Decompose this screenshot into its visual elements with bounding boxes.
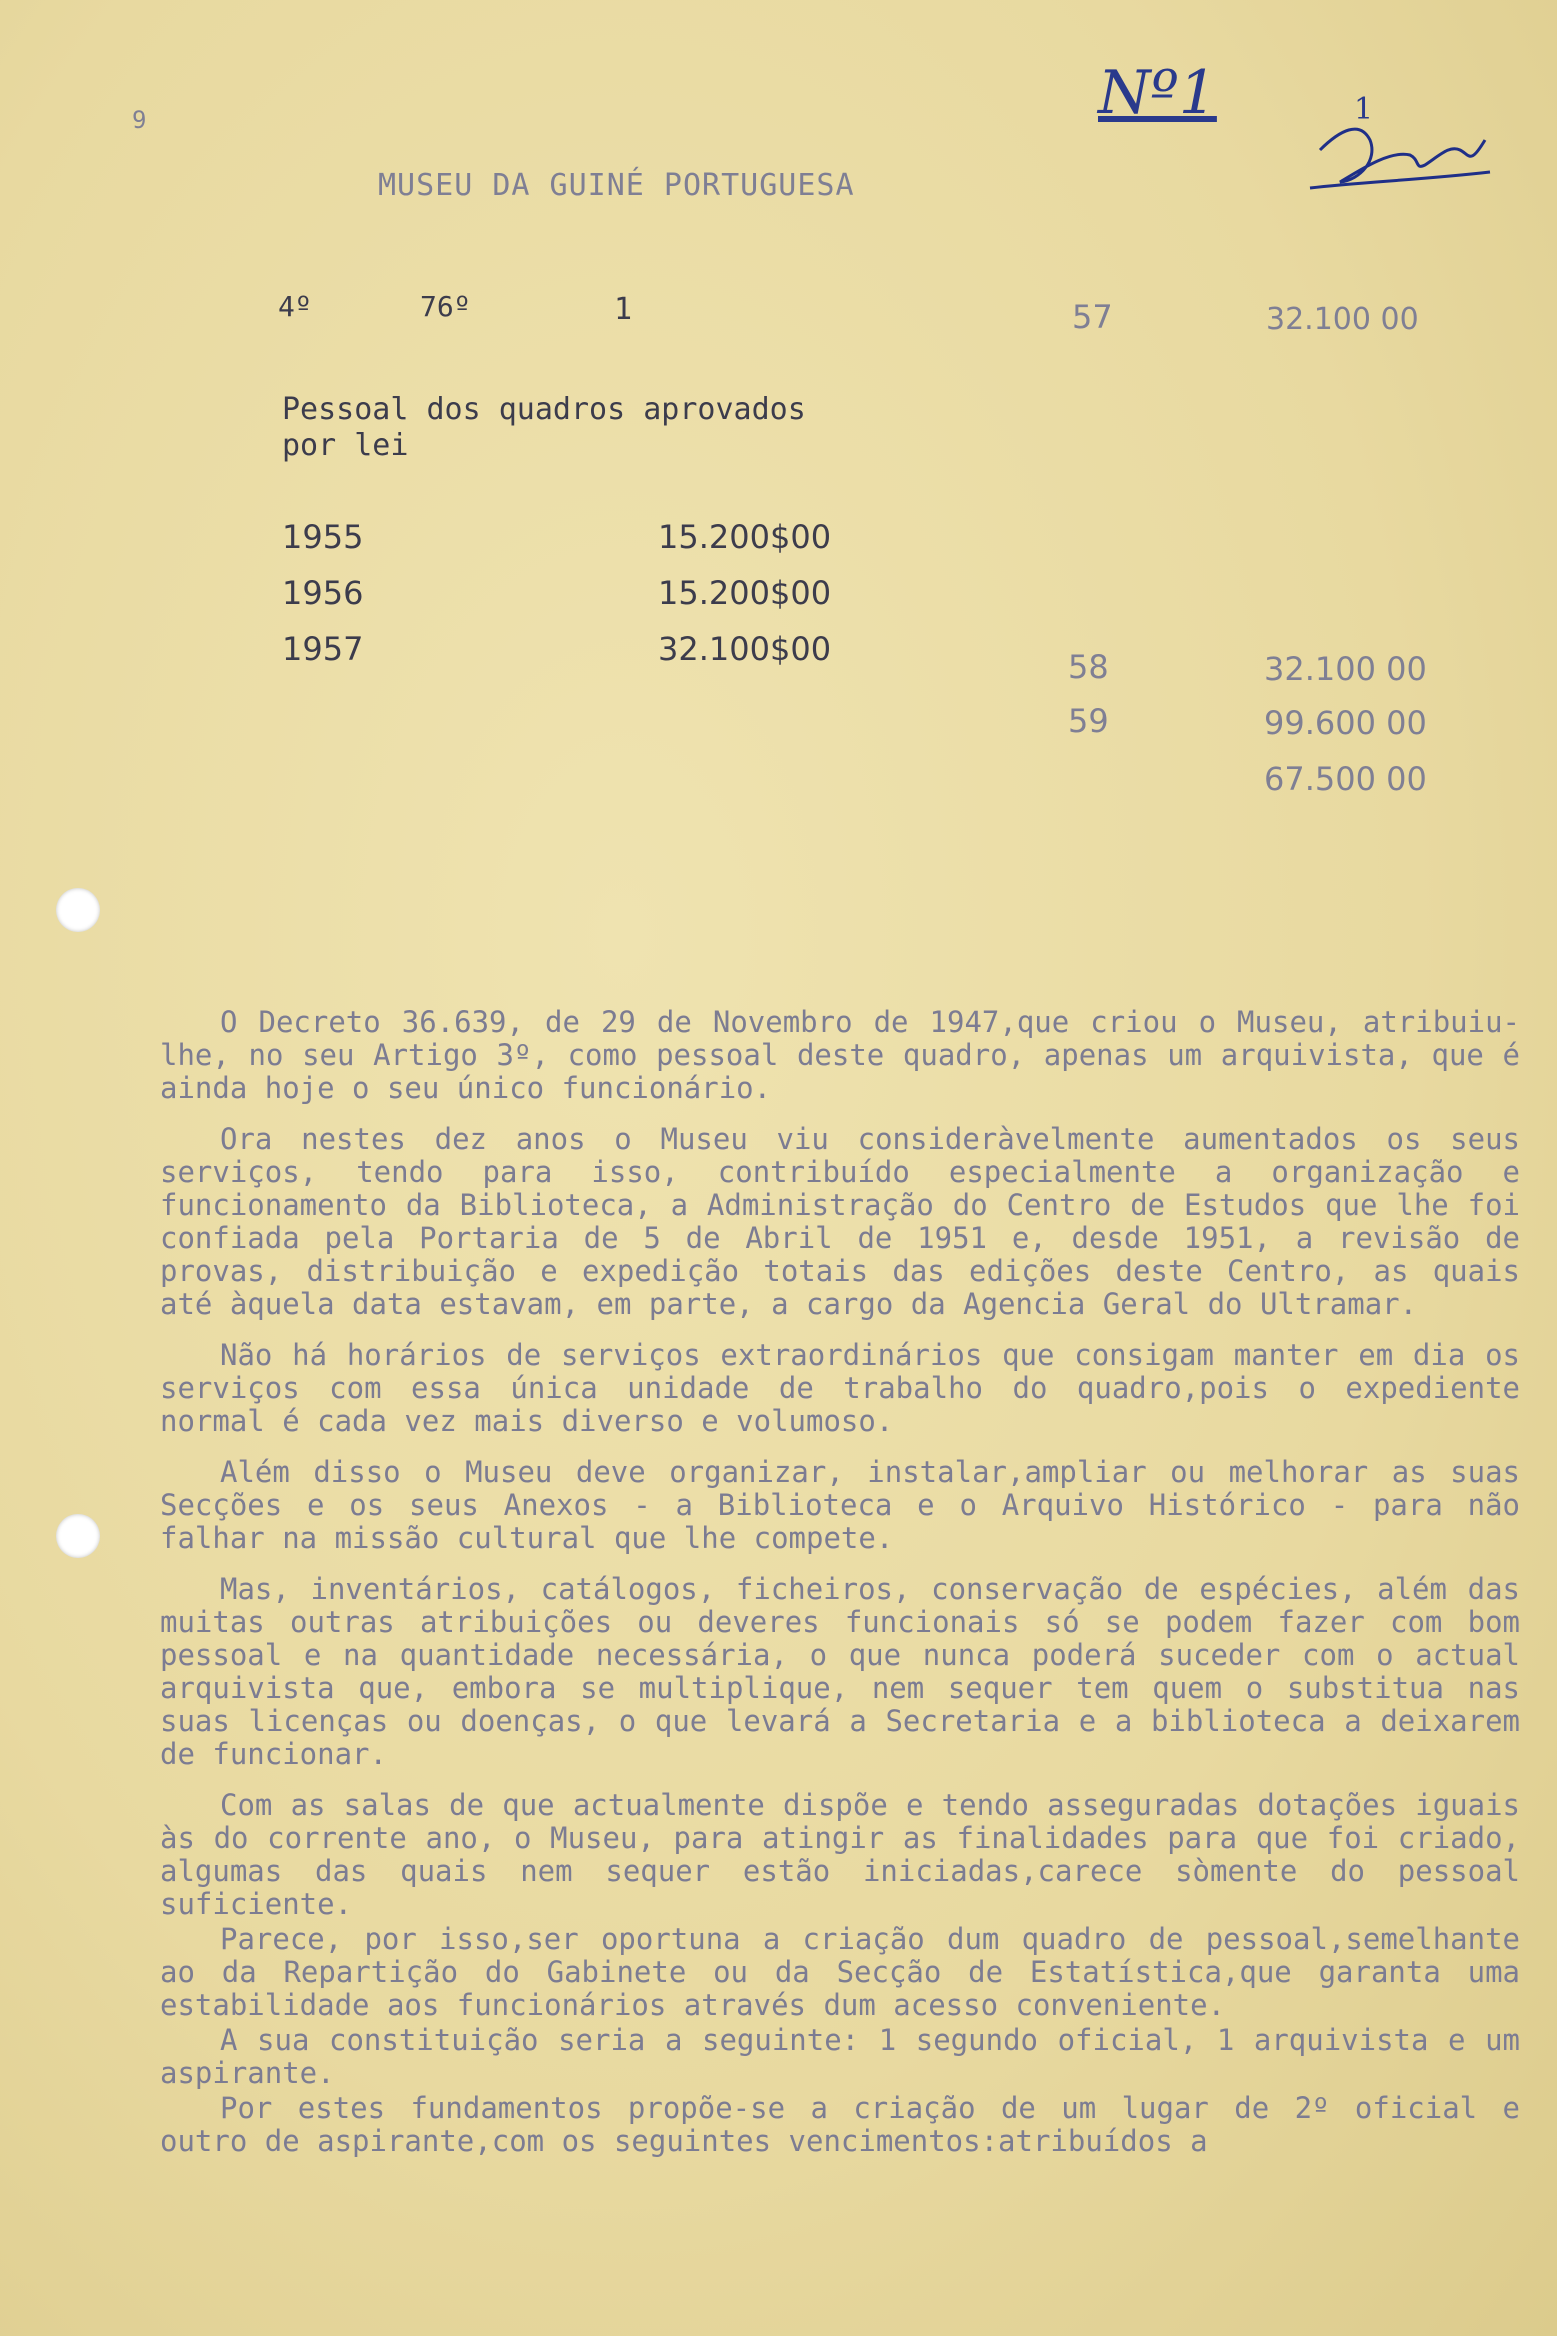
museum-header: MUSEU DA GUINÉ PORTUGUESA [378,168,855,203]
personnel-label-line1: Pessoal dos quadros aprovados [282,392,806,427]
paragraph: Por estes fundamentos propõe-se a criação de um lugar de 2º oficial e outro de aspirante,com os seguintes vencimentos:atribuídos a [160,2091,1520,2158]
paragraph: Com as salas de que actualmente dispõe e tendo asseguradas dotações iguais às do corrente ano, o Museu, para atingir as finalidades para que foi criado, algumas das quais nem sequer estão iniciadas,carece sòmente do pessoal suficiente. [160,1788,1520,1921]
right-amount: 99.600 00 [1264,704,1427,742]
right-ref: 59 [1068,702,1109,740]
handwritten-number: Nº1 [1098,58,1217,128]
signature-page-number: 1 [1354,92,1374,127]
paragraph: Não há horários de serviços extraordinários que consigam manter em dia os serviços com essa única unidade de trabalho do quadro,pois o expediente normal é cada vez mais diverso e volumoso. [160,1338,1520,1438]
year-row [282,518,363,556]
top-row-col4: 57 [1072,298,1113,336]
right-ref: 58 [1068,648,1109,686]
year-amount: 15.200$00 [658,518,832,556]
top-row-col2: 76º [420,290,471,323]
year-amount: 32.100$00 [658,630,832,668]
year-row [282,574,363,612]
year-amount: 15.200$00 [658,574,832,612]
top-row-col1: 4º [278,290,312,323]
year: 1955 [282,518,364,556]
top-row-col3: 1 [614,292,633,327]
right-amount: 32.100 00 [1264,650,1427,688]
paragraph: Além disso o Museu deve organizar, instalar,ampliar ou melhorar as suas Secções e os seus Anexos - a Biblioteca e o Arquivo Histórico - para não falhar na missão cultural que lhe compete. [160,1455,1520,1555]
paragraph: O Decreto 36.639, de 29 de Novembro de 1947,que criou o Museu, atribuiu-lhe, no seu Artigo 3º, como pessoal deste quadro, apenas um arquivista, que é ainda hoje o seu único funcionário. [160,1005,1520,1105]
body-text [160,1006,1520,2158]
paragraph: A sua constituição seria a seguinte: 1 segundo oficial, 1 arquivista e um aspirante. [160,2023,1520,2090]
paragraph: Parece, por isso,ser oportuna a criação dum quadro de pessoal,semelhante ao da Repartição do Gabinete ou da Secção de Estatística,que garanta uma estabilidade aos funcionários através dum acesso conveniente. [160,1922,1520,2022]
punch-hole [56,888,100,932]
year-row [282,630,363,668]
year: 1956 [282,574,364,612]
corner-mark: 9 [132,106,147,134]
right-amount-total: 67.500 00 [1264,760,1427,798]
personnel-label-line2: por lei [282,428,409,463]
paragraph: Mas, inventários, catálogos, ficheiros, conservação de espécies, além das muitas outras atribuições ou deveres funcionais só se podem fazer com bom pessoal e na quantidade necessária, o que nunca poderá suceder com o actual arquivista que, embora se multiplique, nem sequer tem quem o substitua nas suas licenças ou doenças, o que levará a Secretaria e a biblioteca a deixarem de funcionar. [160,1572,1520,1771]
paragraph: Ora nestes dez anos o Museu viu consideràvelmente aumentados os seus serviços, tendo para isso, contribuído especialmente a organização e funcionamento da Biblioteca, a Administração do Centro de Estudos que lhe foi confiada pela Portaria de 5 de Abril de 1951 e, desde 1951, a revisão de provas, distribuição e expedição totais das edições deste Centro, as quais até àquela data estavam, em parte, a cargo da Agencia Geral do Ultramar. [160,1122,1520,1321]
punch-hole [56,1514,100,1558]
top-row-col5: 32.100 00 [1266,302,1419,337]
year: 1957 [282,630,364,668]
signature [1300,110,1500,200]
